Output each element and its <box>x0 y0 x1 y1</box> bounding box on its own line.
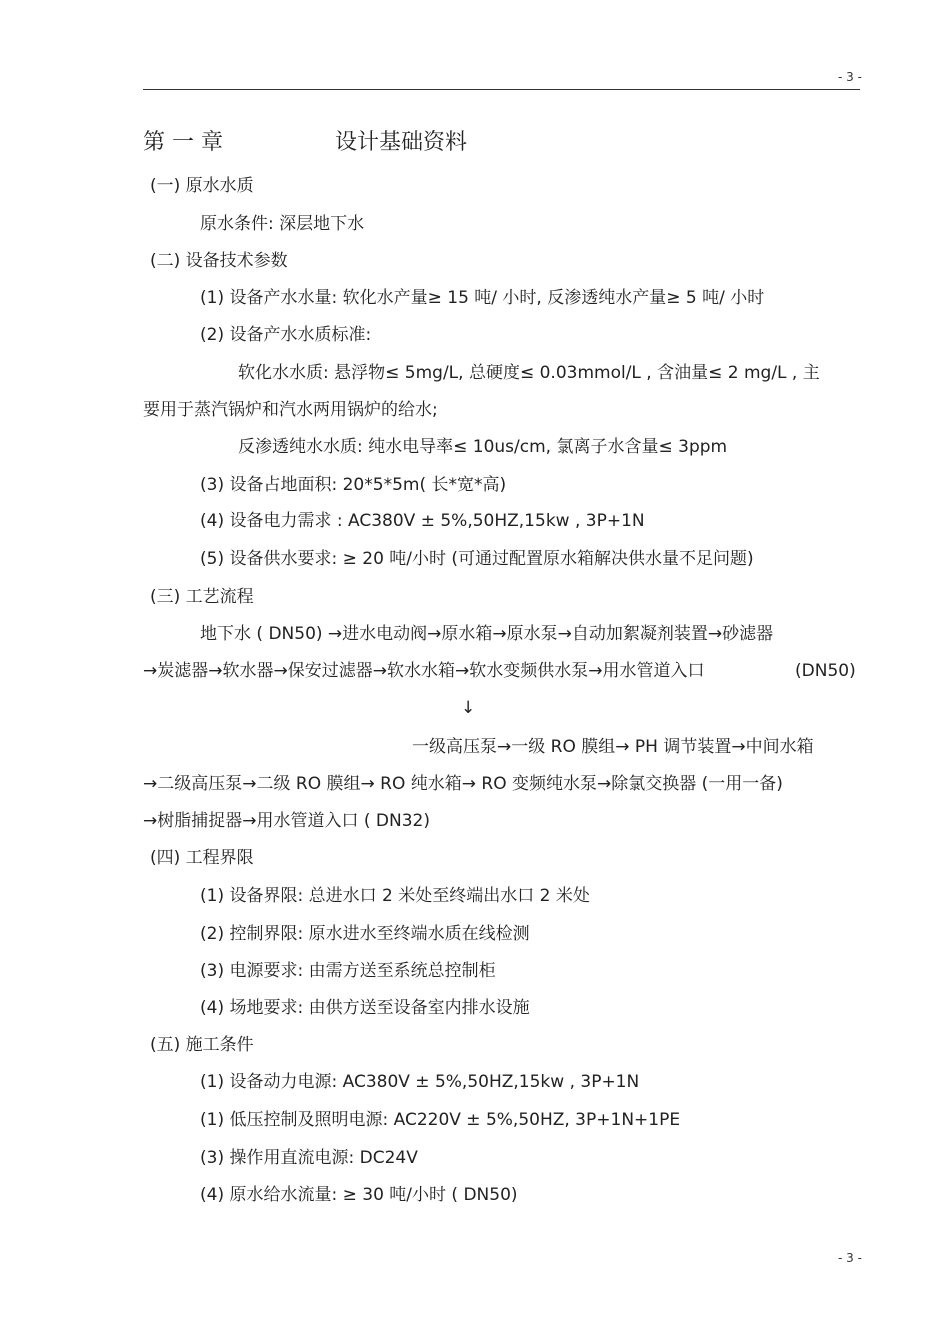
flow-line: →二级高压泵→二级 RO 膜组→ RO 纯水箱→ RO 变频纯水泵→除氯交换器 (一用一备) <box>143 774 783 794</box>
flow-line: 地下水 ( DN50) →进水电动阀→原水箱→原水泵→自动加絮凝剂装置→砂滤器 <box>200 624 774 644</box>
list-item: (1) 低压控制及照明电源: AC220V ± 5%,50HZ, 3P+1N+1PE <box>200 1110 681 1130</box>
list-item: (4) 设备电力需求 : AC380V ± 5%,50HZ,15kw , 3P+1N <box>200 511 645 531</box>
list-item: (5) 设备供水要求: ≥ 20 吨/小时 (可通过配置原水箱解决供水量不足问题) <box>200 549 754 569</box>
list-item: (1) 设备动力电源: AC380V ± 5%,50HZ,15kw , 3P+1N <box>200 1072 640 1092</box>
section-heading: (一) 原水水质 <box>150 176 254 196</box>
header-page-number: - 3 - <box>838 70 862 84</box>
chapter-label: 第 一 章 <box>143 130 223 155</box>
down-arrow-icon: ↓ <box>461 698 476 718</box>
paragraph: 反渗透纯水水质: 纯水电导率≤ 10us/cm, 氯离子水含量≤ 3ppm <box>238 437 728 457</box>
list-item: (4) 场地要求: 由供方送至设备室内排水设施 <box>200 998 530 1018</box>
list-item: (1) 设备界限: 总进水口 2 米处至终端出水口 2 米处 <box>200 886 590 906</box>
list-item: (2) 控制界限: 原水进水至终端水质在线检测 <box>200 924 530 944</box>
paragraph: 原水条件: 深层地下水 <box>200 214 365 234</box>
list-item: (3) 设备占地面积: 20*5*5m( 长*宽*高) <box>200 475 507 495</box>
list-item: (4) 原水给水流量: ≥ 30 吨/小时 ( DN50) <box>200 1185 518 1205</box>
list-item: (1) 设备产水水量: 软化水产量≥ 15 吨/ 小时, 反渗透纯水产量≥ 5 吨/ 小时 <box>200 288 765 308</box>
section-heading: (四) 工程界限 <box>150 848 254 868</box>
chapter-title: 设计基础资料 <box>335 130 468 155</box>
list-item: (3) 操作用直流电源: DC24V <box>200 1148 418 1168</box>
section-heading: (五) 施工条件 <box>150 1035 254 1055</box>
list-item: (3) 电源要求: 由需方送至系统总控制柜 <box>200 961 496 981</box>
flow-line: →炭滤器→软水器→保安过滤器→软水水箱→软水变频供水泵→用水管道入口 <box>143 661 705 681</box>
footer-page-number: - 3 - <box>838 1251 862 1265</box>
section-heading: (三) 工艺流程 <box>150 587 254 607</box>
flow-line: →树脂捕捉器→用水管道入口 ( DN32) <box>143 811 430 831</box>
paragraph: 软化水水质: 悬浮物≤ 5mg/L, 总硬度≤ 0.03mmol/L , 含油量≤ 2 mg/L , 主 <box>238 363 820 383</box>
header-rule <box>143 89 860 90</box>
section-heading: (二) 设备技术参数 <box>150 251 288 271</box>
flow-line: 一级高压泵→一级 RO 膜组→ PH 调节装置→中间水箱 <box>412 737 814 757</box>
flow-line-end: (DN50) <box>795 661 856 681</box>
paragraph: 要用于蒸汽锅炉和汽水两用锅炉的给水; <box>143 400 438 420</box>
list-item: (2) 设备产水水质标准: <box>200 325 372 345</box>
